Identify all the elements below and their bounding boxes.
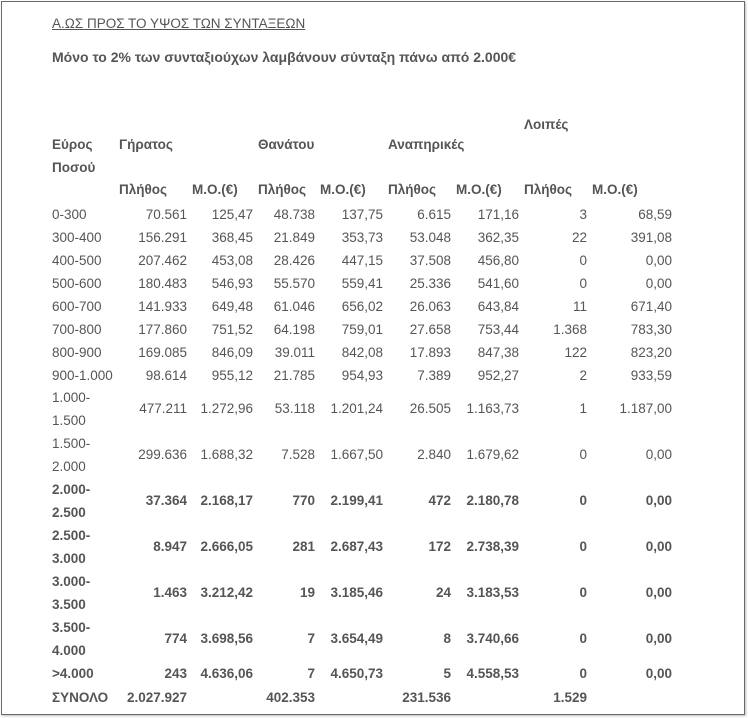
value-cell: 25.336 — [409, 276, 451, 291]
subheader-average: Μ.Ο.(€) — [192, 182, 238, 197]
value-cell: 3.212,42 — [200, 585, 253, 600]
value-cell: 656,02 — [341, 299, 383, 314]
value-cell: 48.738 — [273, 207, 315, 222]
value-cell: 0 — [579, 585, 587, 600]
value-cell: 0 — [579, 493, 587, 508]
value-cell: 61.046 — [273, 299, 315, 314]
value-cell: 3.698,56 — [200, 631, 253, 646]
value-cell: 0 — [579, 276, 587, 291]
value-cell: 2.168,17 — [200, 493, 253, 508]
value-cell: 299.636 — [138, 447, 187, 462]
value-cell: 24 — [435, 585, 451, 600]
value-cell: 3.185,46 — [330, 585, 383, 600]
value-cell: 2.180,78 — [466, 493, 519, 508]
value-cell: 1.187,00 — [619, 401, 672, 416]
range-cell: 400-500 — [52, 253, 102, 268]
value-cell: 8 — [443, 631, 451, 646]
value-cell: 2.666,05 — [200, 539, 253, 554]
page-subtitle: Μόνο το 2% των συνταξιούχων λαμβάνουν σύνταξη πάνω από 2.000€ — [52, 49, 517, 65]
value-cell: 643,84 — [477, 299, 519, 314]
value-cell: 0,00 — [645, 447, 672, 462]
value-cell: 0,00 — [645, 493, 672, 508]
value-cell: 125,47 — [211, 207, 253, 222]
value-cell: 472 — [428, 493, 451, 508]
value-cell: 19 — [299, 585, 315, 600]
value-cell: 0,00 — [645, 666, 672, 681]
value-cell: 0 — [579, 666, 587, 681]
value-cell: 649,48 — [211, 299, 253, 314]
value-cell: 28.426 — [273, 253, 315, 268]
range-cell: >4.000 — [52, 666, 94, 681]
value-cell: 4.558,53 — [466, 666, 519, 681]
range-cell: 500-600 — [52, 276, 102, 291]
range-cell: 1.000- — [52, 390, 91, 405]
value-cell: 368,45 — [211, 230, 253, 245]
range-cell: 600-700 — [52, 299, 102, 314]
value-cell: 141.933 — [138, 299, 187, 314]
value-cell: 180.483 — [138, 276, 187, 291]
value-cell: 2.738,39 — [466, 539, 519, 554]
value-cell: 453,08 — [211, 253, 253, 268]
total-label: ΣΥΝΟΛΟ — [52, 690, 109, 705]
value-cell: 751,52 — [211, 322, 253, 337]
value-cell: 70.561 — [145, 207, 187, 222]
range-cell: 3.500- — [52, 620, 91, 635]
value-cell: 2 — [579, 368, 587, 383]
subheader-count: Πλήθος — [388, 182, 437, 197]
value-cell: 37.508 — [409, 253, 451, 268]
value-cell: 933,59 — [630, 368, 672, 383]
value-cell: 1.679,62 — [466, 447, 519, 462]
value-cell: 1.201,24 — [330, 401, 383, 416]
total-disability: 231.536 — [402, 690, 451, 705]
value-cell: 391,08 — [630, 230, 672, 245]
value-cell: 0,00 — [645, 276, 672, 291]
value-cell: 8.947 — [153, 539, 187, 554]
range-cell: 4.000 — [52, 643, 86, 658]
value-cell: 353,73 — [341, 230, 383, 245]
range-cell: 0-300 — [52, 207, 87, 222]
header-other: Λοιπές — [524, 117, 569, 132]
value-cell: 53.118 — [274, 401, 315, 416]
value-cell: 137,75 — [341, 207, 383, 222]
total-old_age: 2.027.927 — [126, 690, 187, 705]
value-cell: 4.650,73 — [330, 666, 383, 681]
subheader-average: Μ.Ο.(€) — [456, 182, 502, 197]
value-cell: 22 — [571, 230, 587, 245]
subheader-count: Πλήθος — [524, 182, 573, 197]
value-cell: 281 — [292, 539, 315, 554]
value-cell: 55.570 — [273, 276, 315, 291]
value-cell: 1.163,73 — [466, 401, 519, 416]
document-frame — [1, 1, 745, 715]
value-cell: 26.063 — [409, 299, 451, 314]
value-cell: 2.199,41 — [330, 493, 383, 508]
value-cell: 0 — [579, 447, 587, 462]
value-cell: 3.654,49 — [330, 631, 383, 646]
value-cell: 4.636,06 — [200, 666, 253, 681]
range-cell: 800-900 — [52, 345, 102, 360]
range-cell: 300-400 — [52, 230, 102, 245]
value-cell: 3.740,66 — [466, 631, 519, 646]
value-cell: 546,93 — [211, 276, 253, 291]
range-cell: 3.500 — [52, 597, 86, 612]
value-cell: 447,15 — [341, 253, 383, 268]
value-cell: 11 — [572, 299, 587, 314]
value-cell: 7.389 — [417, 368, 451, 383]
header-range-line2: Ποσού — [52, 160, 96, 175]
value-cell: 774 — [164, 631, 187, 646]
total-other: 1.529 — [553, 690, 587, 705]
value-cell: 559,41 — [341, 276, 383, 291]
value-cell: 759,01 — [341, 322, 383, 337]
value-cell: 3 — [579, 207, 587, 222]
value-cell: 207.462 — [138, 253, 187, 268]
range-cell: 1.500- — [52, 436, 91, 451]
value-cell: 98.614 — [145, 368, 187, 383]
value-cell: 541,60 — [477, 276, 519, 291]
value-cell: 177.860 — [138, 322, 187, 337]
value-cell: 172 — [428, 539, 451, 554]
value-cell: 122 — [564, 345, 587, 360]
value-cell: 0,00 — [645, 585, 672, 600]
value-cell: 64.198 — [273, 322, 315, 337]
range-cell: 700-800 — [52, 322, 102, 337]
value-cell: 846,09 — [211, 345, 253, 360]
value-cell: 0,00 — [645, 253, 672, 268]
value-cell: 456,80 — [477, 253, 519, 268]
value-cell: 0 — [579, 631, 587, 646]
value-cell: 783,30 — [630, 322, 672, 337]
value-cell: 21.849 — [273, 230, 315, 245]
value-cell: 955,12 — [211, 368, 253, 383]
value-cell: 847,38 — [477, 345, 519, 360]
value-cell: 954,93 — [341, 368, 383, 383]
value-cell: 39.011 — [274, 345, 315, 360]
value-cell: 952,27 — [477, 368, 519, 383]
value-cell: 156.291 — [138, 230, 187, 245]
value-cell: 1.688,32 — [200, 447, 253, 462]
value-cell: 0,00 — [645, 539, 672, 554]
value-cell: 7 — [307, 666, 315, 681]
range-cell: 2.500 — [52, 505, 86, 520]
range-cell: 3.000 — [52, 551, 86, 566]
value-cell: 477.211 — [139, 401, 187, 416]
value-cell: 1.368 — [553, 322, 587, 337]
total-death: 402.353 — [266, 690, 315, 705]
range-cell: 900-1.000 — [52, 368, 113, 383]
value-cell: 243 — [164, 666, 187, 681]
value-cell: 362,35 — [477, 230, 519, 245]
page-title: Α.ΩΣ ΠΡΟΣ ΤΟ ΥΨΟΣ ΤΩΝ ΣΥΝΤΑΞΕΩΝ — [52, 16, 306, 31]
range-cell: 3.000- — [52, 574, 91, 589]
value-cell: 842,08 — [341, 345, 383, 360]
value-cell: 68,59 — [638, 207, 672, 222]
value-cell: 37.364 — [145, 493, 187, 508]
value-cell: 2.840 — [417, 447, 451, 462]
value-cell: 171,16 — [477, 207, 519, 222]
value-cell: 671,40 — [630, 299, 672, 314]
header-old-age: Γήρατος — [119, 137, 173, 152]
value-cell: 3.183,53 — [466, 585, 519, 600]
value-cell: 169.085 — [138, 345, 187, 360]
value-cell: 53.048 — [409, 230, 451, 245]
header-death: Θανάτου — [258, 137, 315, 152]
subheader-count: Πλήθος — [258, 182, 307, 197]
value-cell: 2.687,43 — [330, 539, 383, 554]
subheader-count: Πλήθος — [119, 182, 168, 197]
value-cell: 753,44 — [477, 322, 519, 337]
value-cell: 823,20 — [630, 345, 672, 360]
value-cell: 26.505 — [409, 401, 451, 416]
value-cell: 1.667,50 — [330, 447, 383, 462]
value-cell: 6.615 — [417, 207, 451, 222]
range-cell: 1.500 — [52, 413, 86, 428]
value-cell: 1.272,96 — [200, 401, 253, 416]
value-cell: 5 — [443, 666, 451, 681]
range-cell: 2.000 — [52, 459, 86, 474]
value-cell: 0,00 — [645, 631, 672, 646]
value-cell: 0 — [579, 539, 587, 554]
value-cell: 17.893 — [409, 345, 451, 360]
value-cell: 7.528 — [281, 447, 315, 462]
value-cell: 1 — [579, 401, 587, 416]
value-cell: 7 — [307, 631, 315, 646]
header-disability: Αναπηρικές — [388, 137, 465, 152]
value-cell: 1.463 — [153, 585, 187, 600]
header-range-line1: Εύρος — [52, 137, 93, 152]
range-cell: 2.000- — [52, 482, 91, 497]
value-cell: 770 — [292, 493, 315, 508]
subheader-average: Μ.Ο.(€) — [320, 182, 366, 197]
subheader-average: Μ.Ο.(€) — [592, 182, 638, 197]
range-cell: 2.500- — [52, 528, 91, 543]
value-cell: 27.658 — [409, 322, 451, 337]
value-cell: 0 — [579, 253, 587, 268]
value-cell: 21.785 — [273, 368, 315, 383]
